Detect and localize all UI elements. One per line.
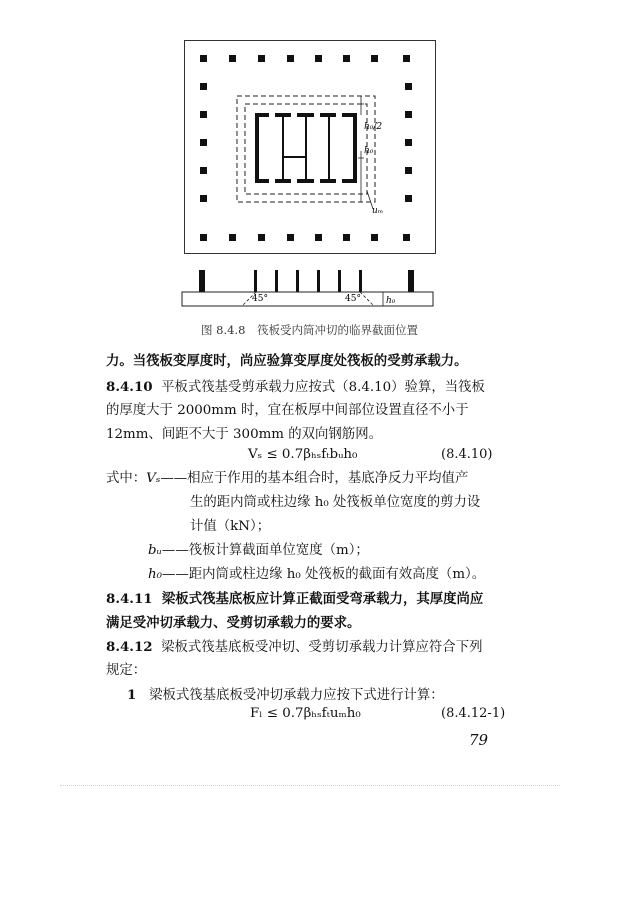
- plan-drawing: [185, 41, 435, 253]
- h0-label: h₀: [364, 146, 374, 156]
- clause-8-4-12-line-1: [106, 637, 520, 658]
- angle-right-label: 45°: [345, 294, 361, 304]
- clause-number: 8.4.12: [106, 639, 153, 655]
- item-number: 1: [127, 687, 137, 703]
- h0-symbol: h₀: [148, 567, 162, 582]
- clause-number: 8.4.10: [106, 379, 153, 395]
- where-line-vs: [106, 469, 520, 489]
- clause-text: 梁板式筏基底板应计算正截面受弯承载力，其厚度尚应: [161, 591, 484, 607]
- clause-8-4-10-line-3: 12mm、间距不大于 300mm 的双向钢筋网。: [106, 427, 382, 442]
- figure-caption: 图 8.4.8 筏板受内筒冲切的临界截面位置: [201, 323, 418, 337]
- equation-number-8-4-10: (8.4.10): [441, 447, 493, 462]
- clause-8-4-11-line-2: 满足受冲切承载力、受剪切承载力的要求。: [106, 615, 361, 631]
- bw-definition: ——筏板计算截面单位宽度（m）；: [161, 543, 369, 558]
- vs-symbol: Vₛ: [146, 471, 161, 486]
- plan-figure: [184, 40, 436, 254]
- where-line-h0: [148, 565, 562, 585]
- angle-left-label: 45°: [252, 294, 268, 304]
- where-prefix: 式中：: [106, 471, 147, 486]
- um-label: uₘ: [372, 206, 384, 216]
- clause-8-4-12-line-2: 规定：: [106, 663, 147, 678]
- vs-definition-line-2: 生的距内筒或柱边缘 h₀ 处筏板单位宽度的剪力设: [190, 495, 481, 510]
- item-text: 梁板式筏基底板受冲切承载力应按下式进行计算：: [149, 688, 444, 703]
- clause-8-4-11-line-1: [106, 589, 520, 609]
- item-1-line: [127, 685, 541, 706]
- page-number: 79: [469, 731, 489, 749]
- text-line-1: 力。当筏板变厚度时，尚应验算变厚度处筏板的受剪承载力。: [106, 353, 468, 369]
- section-drawing: [180, 268, 435, 316]
- h0-half-label: h₀/2: [364, 122, 383, 132]
- clause-text: 平板式筏基受剪承载力应按式（8.4.10）验算，当筏板: [161, 380, 485, 395]
- clause-8-4-10-line-2: 的厚度大于 2000mm 时，宜在板厚中间部位设置直径不小于: [106, 403, 469, 418]
- bw-symbol: bᵤ: [148, 543, 162, 558]
- formula-8-4-12-1: Fₗ ≤ 0.7βₕₛfₜuₘh₀: [250, 706, 361, 721]
- section-h0-label: h₀: [386, 296, 396, 306]
- scan-artifact-divider: [60, 785, 560, 792]
- clause-number: 8.4.11: [106, 591, 153, 607]
- clause-text: 梁板式筏基底板受冲切、受剪切承载力计算应符合下列: [161, 640, 483, 655]
- equation-number-8-4-12-1: (8.4.12-1): [441, 706, 506, 721]
- section-figure: [180, 268, 435, 316]
- formula-8-4-10: Vₛ ≤ 0.7βₕₛfₜbᵤh₀: [248, 447, 358, 462]
- vs-definition: ——相应于作用的基本组合时，基底净反力平均值产: [160, 471, 469, 486]
- clause-8-4-10-line-1: [106, 377, 520, 398]
- where-line-bw: [148, 541, 562, 561]
- h0-definition: ——距内筒或柱边缘 h₀ 处筏板的截面有效高度（m）。: [162, 567, 486, 582]
- vs-definition-line-3: 计值（kN）；: [190, 519, 271, 534]
